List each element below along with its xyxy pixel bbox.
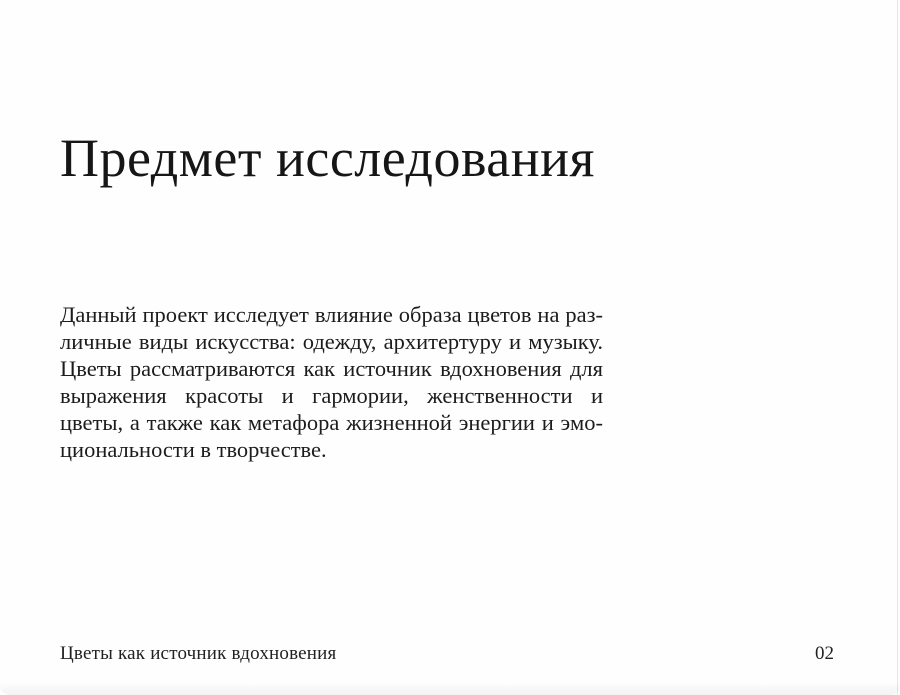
body-paragraph [60,301,603,463]
page-bottom-shading [0,682,900,695]
page-number: 02 [815,643,834,664]
paragraph-line: цветы, а также как метафора жизненной энергии и эмо- [60,410,603,435]
footer-project-title: Цветы как источник вдохновения [60,643,337,664]
paragraph-line: циональности в творчестве. [60,437,327,462]
page-right-edge-line [897,0,898,695]
paragraph-line: Цветы рассматриваются как источник вдохновения для [60,356,603,381]
paragraph-line: Данный проект исследует влияние образа цветов на раз- [60,302,603,327]
slide-footer [60,643,834,665]
paragraph-line: личные виды искусства: одежду, архитертуру и музыку. [60,329,603,354]
paragraph-line: выражения красоты и гармории, женственности и [60,383,603,408]
slide-title: Предмет исследования [60,128,595,188]
